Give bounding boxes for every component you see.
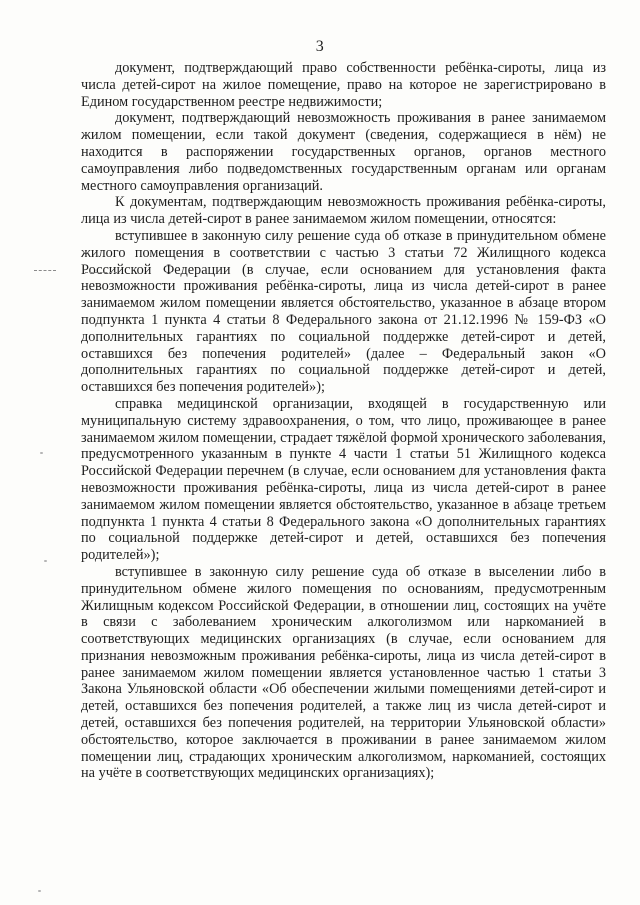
paragraph-court-decision-eviction: вступившее в законную силу решение суда об отказе в выселении либо в принудительном обмене жилого помещения по основаниям, предусмотренным Жилищным кодексом Российской Федерации, в отношении лиц, состоящих на учёте в связи с заболеванием хроническим алкоголизмом или наркоманией в соответствующих медицинских организациях (в случае, если основанием для признания невозможным проживания ребёнка-сироты, лица из числа детей-сирот в ранее занимаемом жилом помещении является установленное частью 1 статьи 3 Закона Ульяновской области «Об обеспечении жилыми помещениями детей-сирот и детей, оставшихся без попечения родителей, а также лиц из числа детей-сирот и детей, оставшихся без попечения родителей, на территории Ульяновской области» обстоятельство, которое заключается в проживании в ранее занимаемом жилом помещении лиц, страдающих хроническим алкоголизмом, наркоманией, состоящих на учёте в соответствующих медицинских организациях); [81, 563, 606, 782]
scan-edit-mark [85, 272, 117, 273]
scan-speck [44, 560, 47, 562]
paragraph-ownership-document: документ, подтверждающий право собственности ребёнка-сироты, лица из числа детей-сирот на жилое помещение, право на которое не зарегистрировано в Едином государственном реестре недвижимости; [81, 60, 606, 110]
scan-speck [38, 890, 41, 892]
document-body [81, 60, 606, 782]
paragraph-documents-intro: К документам, подтверждающим невозможность проживания ребёнка-сироты, лица из числа детей-сирот в ранее занимаемом жилом помещении, относятся: [81, 194, 606, 228]
paragraph-medical-certificate: справка медицинской организации, входящей в государственную или муниципальную систему здравоохранения, о том, что лицо, проживающее в ранее занимаемом жилом помещении, страдает тяжёлой формой хронического заболевания, предусмотренного указанным в пункте 4 части 1 статьи 51 Жилищного кодекса Российской Федерации перечнем (в случае, если основанием для установления факта невозможности проживания ребёнка-сироты, лица из числа детей-сирот в ранее занимаемом жилом помещении является обстоятельство, указанное в абзаце третьем подпункта 1 пункта 4 статьи 8 Федерального закона «О дополнительных гарантиях по социальной поддержке детей-сирот и детей, оставшихся без попечения родителей»); [81, 395, 606, 564]
page-number: 3 [315, 38, 325, 55]
scan-speck [40, 452, 43, 454]
paragraph-court-decision-exchange: вступившее в законную силу решение суда об отказе в принудительном обмене жилого помещения в соответствии с частью 3 статьи 72 Жилищного кодекса Российской Федерации (в случае, если основанием для установления факта невозможности проживания ребёнка-сироты, лица из числа детей-сирот в ранее занимаемом жилом помещении является обстоятельство, указанное в абзаце втором подпункта 1 пункта 4 статьи 8 Федерального закона от 21.12.1996 № 159-ФЗ «О дополнительных гарантиях по социальной поддержке детей-сирот и детей, оставшихся без попечения родителей» (далее – Федеральный закон «О дополнительных гарантиях по социальной поддержке детей-сирот и детей, оставшихся без попечения родителей»); [81, 227, 606, 396]
scan-margin-mark [34, 270, 56, 271]
paragraph-impossibility-document: документ, подтверждающий невозможность проживания в ранее занимаемом жилом помещении, если такой документ (сведения, содержащиеся в нём) не находится в распоряжении государственных органов, органов местного самоуправления либо подведомственных государственным органам или органам местного самоуправления организаций. [81, 110, 606, 194]
